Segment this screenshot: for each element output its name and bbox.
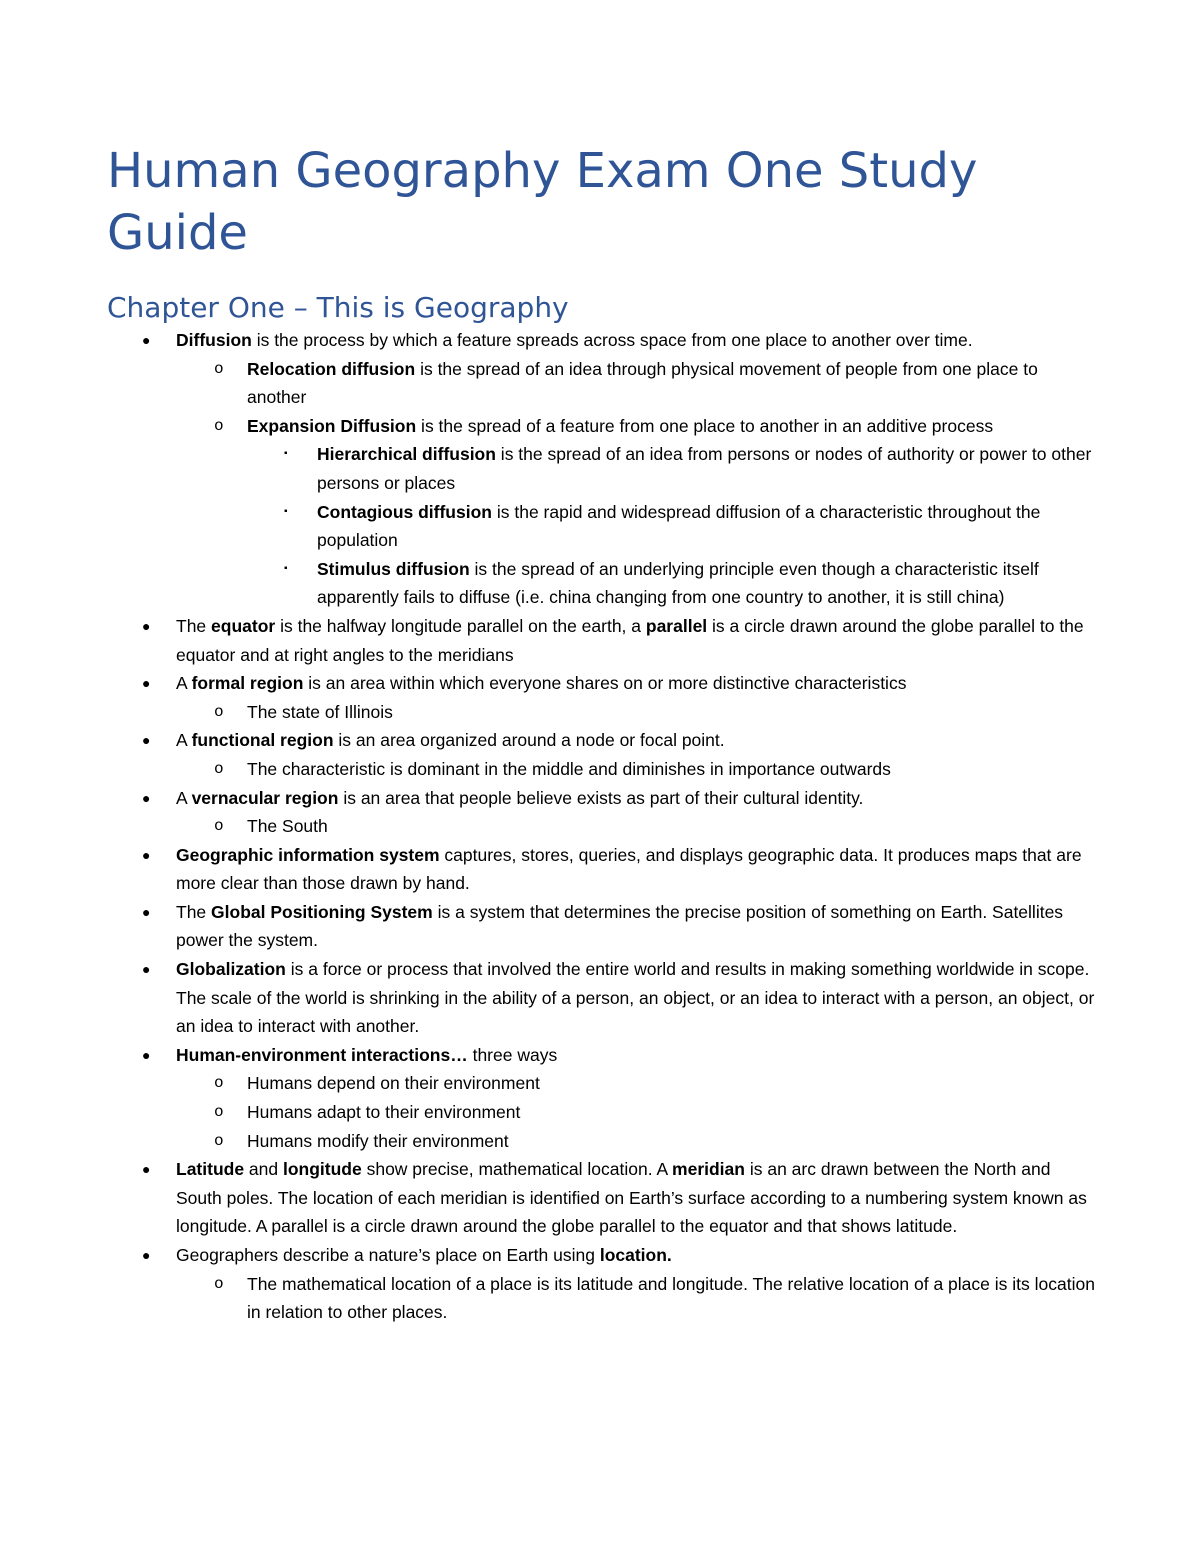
- text-segment: Humans depend on their environment: [247, 1073, 540, 1094]
- text-segment: show precise, mathematical location. A: [361, 1159, 673, 1180]
- list-item: [0, 1155, 1096, 1241]
- text-segment: The state of Illinois: [247, 701, 393, 722]
- text-segment: A: [176, 787, 192, 808]
- list-item-text: [247, 1069, 1097, 1098]
- list-item-text: [247, 812, 1097, 841]
- list-item: [0, 555, 1097, 612]
- text-segment: is the spread of an idea from persons or nodes of authority or power to other persons or places: [317, 444, 1092, 493]
- list-item-text: [247, 698, 1097, 727]
- term-bold: equator: [211, 615, 276, 636]
- list-item: [0, 1041, 1096, 1070]
- list-item: [0, 698, 1097, 727]
- term-bold: location.: [599, 1245, 672, 1265]
- bullet-marker: ●: [142, 332, 151, 348]
- list-item-text: [317, 555, 1097, 612]
- text-segment: is the spread of a feature from one place to another in an additive process: [416, 415, 994, 436]
- list-item-text: [176, 841, 1096, 898]
- list-item: [0, 1098, 1097, 1127]
- term-bold: Diffusion: [176, 330, 252, 350]
- text-segment: is the process by which a feature spreads across space from one place to another over time.: [251, 330, 973, 350]
- text-segment: is the spread of an idea through physical movement of people from one place to another: [247, 358, 1038, 408]
- term-bold: Latitude: [176, 1159, 245, 1180]
- list-item: [0, 1241, 1096, 1270]
- term-bold: Hierarchical diffusion: [317, 444, 496, 465]
- term-bold: Stimulus diffusion: [317, 558, 470, 579]
- list-item: [0, 726, 1096, 755]
- term-bold: vernacular region: [191, 787, 339, 808]
- text-segment: is an area within which everyone shares on or more distinctive characteristics: [303, 673, 907, 694]
- text-segment: is the spread of an underlying principle even though a characteristic itself apparently fails to diffuse (i.e. china changing from one country to another, it is still china): [317, 558, 1039, 608]
- list-item-text: [176, 726, 1096, 755]
- text-segment: Humans adapt to their environment: [247, 1102, 521, 1123]
- bullet-marker: ▪: [284, 448, 288, 460]
- bullet-marker: ●: [142, 789, 151, 806]
- text-segment: is a circle drawn around the globe parallel to the equator and at right angles to the meridians: [176, 615, 1084, 665]
- chapter-heading: Chapter One – This is Geography: [107, 291, 569, 324]
- list-item-text: [247, 1098, 1097, 1127]
- text-segment: is the halfway longitude parallel on the earth, a: [275, 615, 646, 636]
- bullet-marker: o: [214, 1274, 224, 1293]
- list-item: [0, 669, 1096, 698]
- bullet-marker: o: [214, 759, 224, 778]
- text-segment: The characteristic is dominant in the middle and diminishes in importance outwards: [247, 758, 891, 779]
- term-bold: Geographic information system: [176, 844, 440, 865]
- list-item: [0, 841, 1096, 898]
- text-segment: The: [176, 901, 212, 922]
- list-item-text: [247, 355, 1097, 412]
- list-item-text: [247, 1127, 1097, 1156]
- bullet-marker: o: [214, 1131, 224, 1150]
- bullet-marker: ●: [142, 732, 151, 749]
- list-item: [0, 355, 1097, 412]
- term-bold: Contagious diffusion: [317, 501, 492, 522]
- list-item-text: [317, 498, 1097, 555]
- list-item: [0, 955, 1096, 1041]
- bullet-marker: ●: [142, 1161, 151, 1178]
- term-bold: Expansion Diffusion: [247, 415, 417, 436]
- list-item-text: [176, 1155, 1096, 1241]
- text-segment: is the rapid and widespread diffusion of a characteristic throughout the population: [317, 501, 1041, 551]
- list-item: [0, 412, 1097, 441]
- text-segment: The: [176, 615, 212, 636]
- bullet-list: [0, 326, 1200, 1327]
- text-segment: A: [176, 673, 192, 694]
- list-item: [0, 1069, 1097, 1098]
- list-item-text: [317, 440, 1097, 497]
- bullet-marker: ●: [142, 903, 151, 920]
- list-item-text: [247, 1270, 1097, 1327]
- text-segment: is an area organized around a node or focal point.: [333, 730, 725, 751]
- list-item-text: [176, 326, 1096, 355]
- bullet-marker: o: [214, 359, 224, 378]
- list-item: [0, 812, 1097, 841]
- text-segment: Humans modify their environment: [247, 1130, 509, 1151]
- list-item-text: [176, 612, 1096, 669]
- bullet-marker: ▪: [284, 505, 288, 517]
- term-bold: Globalization: [176, 959, 286, 980]
- list-item: [0, 326, 1096, 355]
- list-item: [0, 498, 1097, 555]
- list-item: [0, 898, 1096, 955]
- term-bold: Global Positioning System: [211, 901, 433, 922]
- bullet-marker: ●: [142, 617, 151, 634]
- list-item-text: [176, 669, 1096, 698]
- list-item-text: [176, 898, 1096, 955]
- term-bold: parallel: [645, 615, 708, 636]
- bullet-marker: o: [214, 1103, 224, 1122]
- text-segment: The mathematical location of a place is its latitude and longitude. The relative location of a place is its location in relation to other places.: [247, 1273, 1095, 1323]
- term-bold: longitude: [283, 1159, 362, 1180]
- document-title: Human Geography Exam One Study Guide: [107, 143, 978, 261]
- term-bold: formal region: [191, 673, 304, 694]
- text-segment: is an area that people believe exists as part of their cultural identity.: [338, 787, 864, 808]
- text-segment: and: [244, 1159, 283, 1180]
- term-bold: meridian: [672, 1159, 745, 1180]
- term-bold: Relocation diffusion: [247, 358, 416, 379]
- list-item-text: [176, 1241, 1096, 1270]
- list-item-text: [247, 412, 1097, 441]
- bullet-marker: ▪: [284, 562, 288, 574]
- list-item: [0, 612, 1096, 669]
- bullet-marker: ●: [142, 1247, 151, 1263]
- bullet-marker: o: [214, 416, 224, 435]
- text-segment: is a force or process that involved the entire world and results in making something worldwide in scope. The scale of the world is shrinking in the ability of a person, an object, or an idea to interact with a person, an object, or an idea to interact with another.: [176, 959, 1095, 1037]
- bullet-marker: ●: [142, 846, 151, 863]
- bullet-marker: ●: [142, 961, 151, 978]
- list-item-text: [176, 1041, 1096, 1070]
- bullet-marker: ●: [142, 1046, 151, 1063]
- list-item-text: [176, 784, 1096, 813]
- term-bold: functional region: [191, 730, 334, 751]
- list-item: [0, 1127, 1097, 1156]
- text-segment: captures, stores, queries, and displays geographic data. It produces maps that are more clear than those drawn by hand.: [176, 844, 1082, 894]
- bullet-marker: o: [214, 1074, 224, 1093]
- text-segment: is a system that determines the precise position of something on Earth. Satellites power the system.: [176, 901, 1064, 951]
- list-item: [0, 755, 1097, 784]
- term-bold: Human-environment interactions…: [176, 1044, 468, 1065]
- text-segment: three ways: [467, 1044, 558, 1065]
- text-segment: Geographers describe a nature’s place on Earth using: [176, 1245, 600, 1265]
- text-segment: A: [176, 730, 192, 751]
- text-segment: is an arc drawn between the North and South poles. The location of each meridian is identified on Earth’s surface according to a numbering system known as longitude. A parallel is a circle drawn around the globe parallel to the equator and that shows latitude.: [176, 1159, 1087, 1237]
- text-segment: The South: [247, 816, 328, 837]
- bullet-marker: o: [214, 702, 224, 721]
- list-item: [0, 440, 1097, 497]
- list-item: [0, 1270, 1097, 1327]
- list-item-text: [247, 755, 1097, 784]
- list-item: [0, 784, 1096, 813]
- bullet-marker: ●: [142, 675, 151, 692]
- bullet-marker: o: [214, 817, 224, 836]
- list-item-text: [176, 955, 1096, 1041]
